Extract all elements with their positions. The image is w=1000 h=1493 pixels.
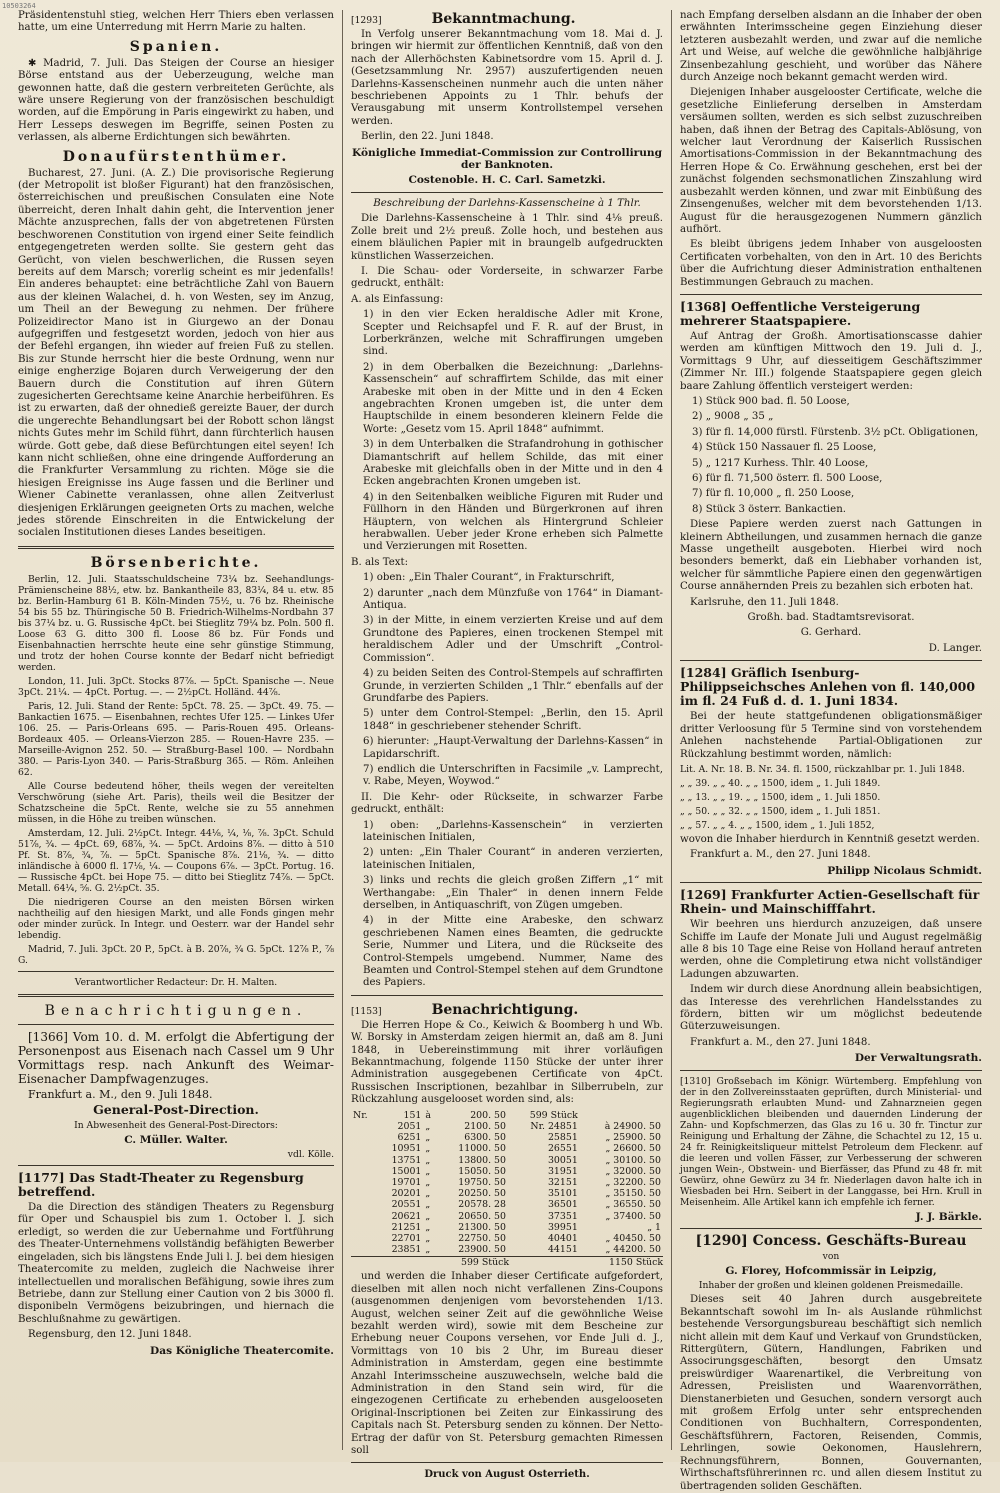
table-cell: „ 25900. 50 — [605, 1132, 661, 1144]
list-item: 5) unter dem Control-Stempel: „Berlin, den 15. April 1848“ in geschriebener stehender Schrift. — [363, 708, 663, 732]
list-item: 4) in den Seitenbalken weibliche Figuren mit Ruder und Füllhorn in den Händen und Bürgerkronen auf ihren Häuptern, von welchen als Hintergrund Schleier herabwallen. Ueber jeder Krone erheben sich Palmette und Verzierungen mit Rosetten. — [363, 491, 663, 553]
table-cell: 6251 — [397, 1132, 422, 1144]
list-item: 1) oben: „Darlehns-Kassenschein“ in verzierten lateinischen Initialen, — [363, 819, 663, 843]
table-cell: 11000. 50 — [458, 1143, 506, 1155]
table-cell — [351, 1199, 377, 1210]
lottery-table — [351, 1110, 663, 1256]
table-cell: Nr. — [353, 1109, 368, 1121]
table-cell: 44151 — [547, 1244, 578, 1256]
ad-1177-date: Regensburg, den 12. Juni 1848. — [28, 1329, 192, 1341]
divider — [18, 971, 334, 972]
ad-1368-text: Auf Antrag der Großh. Amortisationscasse dahier werden am künftigen Mittwoch den 19. Juli d. J., Vormittags 9 Uhr, auf diesseitigem Geschäftszimmer (Zimmer Nr. III.) folgende Staatspapiere gegen gleich baare Zahlung öffentlich versteigert werden: — [680, 330, 982, 392]
divider — [351, 1462, 663, 1463]
ad-1290-von: von — [822, 1251, 840, 1262]
ad-1153-title: Benachrichtigung. — [431, 1001, 579, 1018]
table-cell: „ 30100. 50 — [605, 1154, 661, 1166]
table-cell: 20578. 28 — [458, 1199, 506, 1211]
list-item: 4) zu beiden Seiten des Control-Stempels auf schraffirten Grunde, in verzierten Schilden „1 Thlr.“ ebenfalls auf der Grundfarbe des Papiers. — [363, 668, 663, 704]
divider — [680, 1070, 982, 1071]
table-cell: „ — [425, 1210, 431, 1222]
table-cell: 22750. 50 — [458, 1232, 506, 1244]
table-cell: „ 32000. 50 — [605, 1165, 661, 1177]
column-left — [10, 10, 343, 1450]
ad-1366-text: [1366] Vom 10. d. M. erfolgt die Abfertigung der Personenpost aus Eisenach nach Cassel um 9 Uhr Vormittags resp. nach Ankunft des Weimar-Eisenacher Dampfwagenzuges. — [18, 1029, 334, 1086]
table-cell: 13800. 50 — [458, 1154, 506, 1166]
table-cell: 25851 — [547, 1132, 578, 1144]
list-item: 2) darunter „nach dem Münzfuße von 1764“ in Diamant-Antiqua. — [363, 587, 663, 612]
divider — [680, 1228, 982, 1229]
table-cell: „ 40450. 50 — [605, 1232, 661, 1244]
table-cell: à 24900. 50 — [604, 1120, 661, 1132]
table-cell: 21300. 50 — [458, 1221, 506, 1233]
table-row — [351, 1233, 663, 1244]
boerse-london: London, 11. Juli. 3pCt. Stocks 87⅞. — 5pCt. Spanische —. Neue 3pCt. 21¼. — 4pCt. Portug. —. — 2½pCt. Holländ. 44⅞. — [18, 675, 334, 698]
divider — [351, 192, 663, 193]
ad-1368-signature-1: Großh. bad. Stadtamtsrevisorat. — [747, 612, 915, 624]
table-row — [351, 1155, 663, 1166]
ad-1293-date: Berlin, den 22. Juni 1848. — [361, 131, 494, 143]
table-row: „ „ 39. „ „ 40. „ „ 1500, idem „ 1. Juli 1849. — [680, 777, 881, 789]
ad-1293-signature: Königliche Immediat-Commission zur Controllirung der Banknoten. — [351, 146, 663, 172]
table-cell: „ 32200. 50 — [605, 1176, 661, 1188]
list-item: 2) in dem Oberbalken die Bezeichnung: „Darlehns-Kassenschein“ auf schraffirtem Schilde, das mit einer Arabeske mit oben in der Mitte und in den 4 Ecken angebrachten Kronen umgeben ist, die unter dem Hauptschilde in einem besonderen kleinern Felde die Worte: „Gesetz vom 15. April 1848“ aufnimmt. — [363, 361, 663, 435]
table-cell: „ 35150. 50 — [605, 1188, 661, 1200]
table-cell: 36501 — [547, 1199, 578, 1211]
table-cell: 19750. 50 — [458, 1176, 506, 1188]
list-item: 1) in den vier Ecken heraldische Adler mit Krone, Scepter und Reichsapfel und F. R. auf der Brust, in Lorberkränzen, welche mit Schraffirungen umgeben sind. — [363, 309, 663, 358]
table-cell: 23900. 50 — [458, 1244, 506, 1256]
table-cell — [351, 1155, 377, 1166]
table-cell: 23851 — [391, 1244, 422, 1256]
list-item: 5) „ 1217 Kurhess. Thlr. 40 Loose, — [692, 457, 869, 469]
table-row: „ „ 57. „ „ 4. „ „ 1500, idem „ 1. Juli 1852, — [680, 819, 875, 831]
columns — [10, 10, 990, 1492]
table-cell: 40401 — [547, 1232, 578, 1244]
imprint: Druck von August Osterrieth. — [424, 1469, 590, 1481]
table-cell: 200. 50 — [470, 1109, 506, 1121]
table-row — [351, 1121, 663, 1132]
boerse-madrid: Madrid, 7. Juli. 3pCt. 20 P., 5pCt. à B. 20⅞, ¾ G. 5pCt. 12⅞ P., ⅞ G. — [18, 943, 334, 966]
page-id: 10503264 — [2, 2, 36, 10]
divider — [18, 994, 334, 997]
ad-1366-subline: In Abwesenheit des General-Post-Directors: — [74, 1119, 278, 1131]
table-cell — [351, 1143, 377, 1154]
ad-1284-signature: Philipp Nicolaus Schmidt. — [827, 864, 982, 877]
ad-1293-number: [1293] — [351, 15, 382, 26]
intro-text: Präsidentenstuhl stieg, welchen Herr Thiers eben verlassen hatte, um eine Unterredung mit Herrn Marie zu halten. — [18, 10, 334, 34]
table-row — [351, 1143, 663, 1154]
list-item: 1) Stück 900 bad. fl. 50 Loose, — [692, 395, 850, 407]
list-item: 3) in dem Unterbalken die Strafandrohung in gothischer Diamantschrift auf hellem Schilde, das mit einer Arabeske mit gleichfalls oben in der Mitte und in den 4 Ecken angebrachten Kronen umgeben ist. — [363, 439, 663, 488]
ad-1290-title: [1290] Concess. Geschäfts-Bureau — [695, 1233, 967, 1249]
table-cell: 39951 — [547, 1221, 578, 1233]
spanien-article: ✱ Madrid, 7. Juli. Das Steigen der Course an hiesiger Börse entstand aus der Ueberzeugung, welche man gewonnen hatte, daß die gestern verbreiteten Gerüchte, als wäre unsere Regierung von der französischen beschuldigt worden, auf die Empörung in Paris eingewirkt zu haben, und Herr Lesseps deswegen im Begriffe, seinen Posten zu verlassen, als alberne Erdichtungen sich bewährten. — [18, 57, 334, 144]
table-cell — [351, 1188, 377, 1199]
ad-1368-title: [1368] Oeffentliche Versteigerung mehrerer Staatspapiere. — [680, 298, 921, 328]
ad-1368-signature-3: D. Langer. — [928, 642, 982, 654]
beschreibung-a-list — [351, 309, 663, 554]
ad-1284-title: [1284] Gräflich Isenburg-Philippseichsches Anlehen von fl. 140,000 im fl. 24 Fuß d. d. 1. Juni 1834. — [680, 665, 976, 709]
ad-1177-title: [1177] Das Stadt-Theater zu Regensburg betreffend. — [18, 1170, 304, 1200]
table-cell — [351, 1233, 377, 1244]
table-cell: à — [425, 1109, 431, 1121]
table-cell: 15050. 50 — [458, 1165, 506, 1177]
table-cell — [351, 1244, 377, 1255]
boerse-paris-note: Alle Course bedeutend höher, theils wegen der vereitelten Verschwörung (siehe Art. Paris), theils weil die Besitzer der Schatzscheine die 5pCt. Rente, welche sie zu 55 annehmen müssen, in die Höhe zu treiben wünschen. — [18, 780, 334, 825]
table-cell: Nr. 24851 — [530, 1120, 578, 1132]
table-cell — [351, 1211, 377, 1222]
table-row — [351, 1188, 663, 1199]
table-cell — [351, 1166, 377, 1177]
table-row — [351, 1211, 663, 1222]
ad-1368-text-2: Diese Papiere werden zuerst nach Gattungen in kleinern Abtheilungen, und zusammen hernach die ganze Masse ungetheilt ausgeboten. Hierbei wird noch besonders bemerkt, daß ein Liebhaber vorhanden ist, welcher für sämmtliche Papiere einen den gegenwärtigen Course annähernden Preis zu bezahlen sich erboten hat. — [680, 519, 982, 593]
ad-1290-subline: Inhaber der großen und kleinen goldenen Preismedaille. — [698, 1280, 964, 1292]
beschreibung-b-list — [351, 572, 663, 789]
ad-1368-list — [680, 396, 982, 516]
table-cell: „ — [425, 1244, 431, 1256]
divider — [680, 660, 982, 661]
table-cell — [351, 1177, 377, 1188]
table-row — [351, 1132, 663, 1143]
list-item: 6) für fl. 71,500 österr. fl. 500 Loose, — [692, 473, 883, 484]
ad-1310-text: [1310] Großsebach im Königr. Würtemberg. Empfehlung von der in den Zollvereinsstaaten geprüften, durch Ministerial- und Regierungsrath erlaubten Mund- und Zahnarzneien gegen augenblicklichen bleibenden und dauernden Linderung der Zahn- und Kopfschmerzen, das Glas zu 16 u. 30 fr. Tinctur zur Reinigung und Erhaltung der Zähne, die Schachtel zu 12, 15 u. 24 fr. Reinigkeitsliqueur mittelst Petroleum dem Fleckenr. auf die leeren und vollen Fässer, zur Verbesserung der schweren jungen Wein-, Obstwein- und Bierfässer, das Pfund zu 48 fr. mit Gewürz, ohne Gewürz zu 34 fr. Niederlagen davon halte ich in Wiesbaden bei Hrn. Seibert in der Langgasse, bei Hrn. Krull in Meisenheim. Alle Artikel kann ich empfehle ich ferner. — [680, 1075, 982, 1208]
table-row: Lit. A. Nr. 18. B. Nr. 34. fl. 1500, rückzahlbar pr. 1. Juli 1848. — [680, 763, 965, 775]
list-item: 2) unten: „Ein Thaler Courant“ in anderen verzierten, lateinischen Initialen, — [363, 847, 663, 871]
ad-1284-rows — [680, 764, 982, 831]
ad-1284-text-2: wovon die Inhaber hierdurch in Kenntniß gesetzt werden. — [680, 833, 980, 845]
table-cell: 20250. 50 — [458, 1188, 506, 1200]
beschreibung-intro: Die Darlehns-Kassenscheine à 1 Thlr. sind 4⅛ preuß. Zolle breit und 2½ preuß. Zolle hoch, und bestehen aus einem bläulichen Papier mit in braungelb aufgedruckten künstlichen Wasserzeichen. — [351, 213, 663, 262]
table-cell: „ 1 — [647, 1221, 661, 1233]
table-cell: 15001 — [391, 1165, 422, 1177]
table-cell: „ 26600. 50 — [605, 1143, 661, 1155]
ad-1366-signature: General-Post-Direction. — [93, 1102, 259, 1118]
table-cell: 151 — [403, 1109, 422, 1121]
table-cell: 13751 — [391, 1154, 422, 1166]
table-row — [351, 1244, 663, 1255]
table-cell: 30051 — [547, 1154, 578, 1166]
ad-1177-signature: Das Königliche Theatercomite. — [150, 1344, 334, 1357]
ad-1269-text-2: Indem wir durch diese Anordnung allein beabsichtigen, das Interesse des verehrlichen Handelsstandes zu fördern, bitten wir um möglichst bedeutende Güterzuweisungen. — [680, 984, 982, 1033]
list-item: 4) in der Mitte eine Arabeske, den schwarz geschriebenen Namen eines Beamten, die gedruckte Serie, Nummer und Litera, und die Rückseite des Control-Stempels umgebend. Nummer, Name des Beamten und Control-Stempel stehen auf dem Grundtone des Papiers. — [363, 915, 663, 989]
section-title-donau: Donaufürstenthümer. — [62, 148, 290, 165]
divider — [680, 882, 982, 883]
table-cell: 20650. 50 — [458, 1210, 506, 1222]
table-row — [351, 1199, 663, 1210]
table-cell: „ — [425, 1199, 431, 1211]
ad-1153-text-2: und werden die Inhaber dieser Certificate aufgefordert, dieselben mit allen noch nicht verfallenen Zins-Coupons (ausgenommen denjenigen vom bevorstehenden 1/13. August, welchen seiner Zeit auf die gewöhnliche Weise bezahlt werden wird), sowie mit dem Bescheine zur Erhebung neuer Coupons versehen, vor Ende Juli d. J., Vormittags von 10 bis 2 Uhr, im Bureau dieser Administration in Amsterdam, gegen eine bestimmte Anzahl Interimsscheine auszuwechseln, welche bald die Administration in den Stand sein wird, für die eingezogenen Certificate zu erhebenden ausgelooseten Original-Inscriptionen bei Zeiten zur Einkassirung des Capitals nach St. Petersburg senden zu können. Der Netto-Ertrag der dafür von St. Petersburg gemachten Rimessen soll — [351, 1271, 663, 1457]
table-cell: 2100. 50 — [464, 1120, 506, 1132]
boerse-amsterdam-note: Die niedrigeren Course an den meisten Börsen wirken nachtheilig auf den hiesigen Markt, und alle Fonds gingen mehr oder minder zurück. In Integr. und Oesterr. war der Handel sehr lebendig. — [18, 896, 334, 941]
beschreibung-part-b: B. als Text: — [351, 556, 409, 568]
ad-1366-date: Frankfurt a. M., den 9. Juli 1848. — [28, 1087, 213, 1101]
table-cell: „ — [425, 1154, 431, 1166]
continued-text-1: nach Empfang derselben alsdann an die Inhaber der oben erwähnten Interimsscheine gegen Einziehung dieser letzteren ausbezahlt werden, und zwar auf die nemliche Art und Weise, auf welche die gewöhnliche halbjährige Zinsenbezahlung geschieht, und worüber das Nähere durch Anzeige noch bekannt gemacht werden wird. — [680, 10, 982, 84]
list-item: 3) in der Mitte, in einem verzierten Kreise und auf dem Grundtone des Papieres, einen trockenen Stempel mit heraldischem Adler und der Umschrift „Control-Commission“. — [363, 615, 663, 664]
continued-text-2: Diejenigen Inhaber ausgelooster Certificate, welche die gesetzliche Einlieferung derselben in Amsterdam versäumen sollten, werden es sich selbst zuzuschreiben haben, daß ihnen der Betrag des Capitals-Ablösung, von welcher laut Verordnung der Kaiserlich Russischen Amortisations-Commission in der Bekanntmachung des Herren Hope & Co. Erwähnung geschehen, erst bei der zunächst folgenden sechsmonatlichen Zinszahlung wird ausbezahlt werden können, und zwar mit Einbüßung des Zinsengenußes, welcher mit dem bevorstehenden 1/13. August für die herausgezogenen Nummern gänzlich aufhört. — [680, 87, 982, 235]
table-cell: 20621 — [391, 1210, 422, 1222]
ad-1153-text: Die Herren Hope & Co., Keiwich & Boomberg h und Wb. W. Borsky in Amsterdam zeigen hiermit an, daß am 8. Juni 1848, in Uebereinstimmung mit ihrer vorläufigen Bekanntmachung, folgende 1150 Stücke der unter ihrer Administration ausgegebenen Certificate von 4pCt. Russischen Inscriptionen, bezahlbar in Silberrubeln, zur Rückzahlung ausgelooset worden sind, als: — [351, 1019, 663, 1106]
ad-1269-text: Wir beehren uns hierdurch anzuzeigen, daß unsere Schiffe im Laufe der Monate Juli und August regelmäßig alle 8 bis 10 Tage eine Reise von Holland herauf antreten werden, ohne die Completirung etwa nicht vollständiger Ladungen abzuwarten. — [680, 919, 982, 980]
table-cell: 21251 — [391, 1221, 422, 1233]
table-cell: 2051 — [397, 1120, 422, 1132]
table-cell: „ — [425, 1221, 431, 1233]
section-title-benachrichtigungen: Benachrichtigungen. — [44, 1002, 308, 1019]
table-cell: 10951 — [391, 1143, 422, 1155]
ad-1290-name: G. Florey, Hofcommissär in Leipzig, — [725, 1265, 937, 1277]
table-cell: „ — [425, 1188, 431, 1200]
table-cell: „ — [425, 1165, 431, 1177]
list-item: 7) für fl. 10,000 „ fl. 250 Loose, — [692, 488, 855, 500]
table-cell: 19701 — [391, 1176, 422, 1188]
divider — [680, 294, 982, 295]
table-cell: „ — [425, 1176, 431, 1188]
divider — [18, 1165, 334, 1166]
ad-1310-signature: J. J. Bärkle. — [915, 1210, 982, 1223]
ad-1284-text: Bei der heute stattgefundenen obligationsmäßiger dritter Verloosung für 5 Termine sind von vorstehendem Anlehen nachstehende Partial-Obligationen zur Rückzahlung bestimmt worden, nämlich: — [680, 711, 982, 760]
ad-1366-vdl: vdl. Kölle. — [287, 1149, 334, 1161]
ad-1293-text: In Verfolg unserer Bekanntmachung vom 18. Mai d. J. bringen wir hiermit zur öffentlichen Kenntniß, daß von den nach der Allerhöchsten Kabinetsordre vom 15. April d. J. (Gesetzsammlung Nr. 2957) auszufertigenden neuen Darlehns-Kassenscheinen nunmehr auch die unten näher beschriebenen Appoints zu 1 Thlr. behufs der Verausgabung mit unserm Kontrollstempel versehen werden. — [351, 29, 663, 127]
section-title-boerse: Börsenberichte. — [90, 554, 262, 571]
beschreibung-ii-list — [351, 820, 663, 990]
table-cell: „ 44200. 50 — [605, 1244, 661, 1256]
table-cell: 35101 — [547, 1188, 578, 1200]
table-cell: „ — [425, 1132, 431, 1144]
ad-1177-text: Da die Direction des ständigen Theaters zu Regensburg für Oper und Schauspiel bis zum 1. October l. J. sich erledigt, so werden die zur Uebernahme und Fortführung des Theater-Unternehmens vollständig befähigten Bewerber eingeladen, sich bis längstens Ende Juli l. J. bei dem hiesigen Theatercomite zu melden, zugleich die Nachweise ihrer intellectuellen und moralischen Befähigung, sowie ihres zum Betriebe, dann zur Stellung einer Caution von 2 bis 3000 fl. disponibeln Vermögens beizubringen, und hiernach die Beschlußnahme zu gewärtigen. — [18, 1202, 334, 1325]
beschreibung-part-2: II. Die Kehr- oder Rückseite, in schwarzer Farbe gedruckt, enthält: — [351, 791, 663, 816]
table-cell — [580, 1110, 663, 1121]
table-foot-right: 1150 Stück — [609, 1257, 663, 1269]
table-cell: 20551 — [391, 1199, 422, 1211]
boerse-berlin: Berlin, 12. Juli. Staatsschuldscheine 73¼ bz. Seehandlungs-Prämienscheine 88½, etw. bz. Bankantheile 83, 83¼, 84 u. etw. 85 bz. Berlin-Hamburg 61 B. Köln-Minden 75½, u. 76 bz. Rheinische 54 bis 55 bz. Thüringische 50 B. Friedrich-Wilhelms-Nordbahn 37 bis 37¼ bz. u. G. Russische 4pCt. bei Stieglitz 79¼ bz. Poln. 500 fl. Loose 63 G. ditto 300 fl. Loose 86 bz. Für Fonds und Eisenbahnactien herrschte heute eine sehr günstige Stimmung, und trotz der hohen Course konnte der Bedarf nicht befriedigt werden. — [18, 573, 334, 673]
column-right — [672, 10, 990, 1492]
table-cell: „ — [425, 1143, 431, 1155]
ad-1368-signature-2: G. Gerhard. — [800, 627, 862, 639]
column-middle — [343, 10, 672, 1481]
table-cell: 31951 — [547, 1165, 578, 1177]
continued-text-3: Es bleibt übrigens jedem Inhaber von ausgeloosten Certificaten vorbehalten, von den in Art. 10 des Berichts über die Aufrichtung dieser Administration enthaltenen Bestimmungen Gebrauch zu machen. — [680, 239, 982, 288]
table-row — [351, 1177, 663, 1188]
boerse-amsterdam: Amsterdam, 12. Juli. 2½pCt. Integr. 44⅛, ¼, ⅛, ⅞. 3pCt. Schuld 51⅞, ¾. — 4pCt. 69, 68⅞, ¾. — 5pCt. Ardoins 8⅞. — ditto à 510 Pf. St. 8⅞, ¾, ⅞. — 5pCt. Spanische 8⅞. 21⅛, ¾. — ditto inländische à 6000 fl. 17⅛, ¼. — Coupons 6⅞. — 3pCt. Portug. 16. — Russische 4pCt. bei Hope 75. — ditto bei Stieglitz 74⅞. — 5pCt. Metall. 64¼, ⅝. G. 2½pCt. 35. — [18, 827, 334, 894]
ad-1368-date: Karlsruhe, den 11. Juli 1848. — [690, 596, 839, 608]
ad-1153-number: [1153] — [351, 1005, 382, 1017]
table-cell — [351, 1222, 377, 1233]
table-cell: „ — [425, 1232, 431, 1244]
table-cell: 20201 — [391, 1188, 422, 1200]
table-row — [351, 1222, 663, 1233]
table-row: „ „ 13. „ „ 19. „ „ 1500, idem „ 1. Juli 1850. — [680, 791, 881, 803]
list-item: 1) oben: „Ein Thaler Courant“, in Frakturschrift, — [363, 572, 615, 584]
list-item: 4) Stück 150 Nassauer fl. 25 Loose, — [692, 442, 877, 454]
table-cell: 599 Stück — [529, 1109, 578, 1121]
divider — [18, 1024, 334, 1025]
table-cell: 37351 — [547, 1210, 578, 1222]
list-item: 2) „ 9008 „ 35 „ — [692, 411, 774, 423]
divider — [18, 546, 334, 549]
table-cell: 6300. 50 — [464, 1132, 506, 1144]
ad-1293-names: Costenoble. H. C. Carl. Sametzki. — [408, 174, 606, 187]
table-cell — [351, 1121, 377, 1132]
beschreibung-part-a: A. als Einfassung: — [351, 293, 444, 305]
ad-1269-signature: Der Verwaltungsrath. — [854, 1052, 982, 1065]
table-cell: 32151 — [547, 1176, 578, 1188]
table-cell: „ — [425, 1120, 431, 1132]
beschreibung-title: Beschreibung der Darlehns-Kassenscheine à 1 Thlr. — [373, 197, 641, 209]
list-item: 7) endlich die Unterschriften in Facsimile „v. Lamprecht, v. Rabe, Meyen, Woywod.“ — [363, 763, 663, 788]
table-cell: 22701 — [391, 1232, 422, 1244]
list-item: 3) links und rechts die gleich großen Ziffern „1“ mit Werthangabe: „Ein Thaler“ in denen innern Felde derselben, in Antiquaschrift, von Zügen umgeben. — [363, 875, 663, 911]
ad-1293-title: Bekanntmachung. — [431, 11, 576, 27]
table-cell: „ 37400. 50 — [605, 1210, 661, 1222]
donau-article: Bucharest, 27. Juni. (A. Z.) Die provisorische Regierung (der Metropolit ist bloßer Figurant) hat den französischen, österreichischen und preußischen Consulaten eine Note überreicht, deren Inhalt dahin geht, die Intervention jener Mächte anzusprechen, falls der von abgetretenen Fürsten beschworenen Constitution von irgend einer Seite feindlich entgegengetreten werden sollte. Sie gestern geht das Gerücht, von vielen beschwerlichen, die Russen seyen bereits auf dem Marsch; vorerlig scheint es mir jedenfalls! Ein anderes behauptet: eine beträchtliche Zahl von Bauern aus der kleinen Walachei, d. h. von Westen, sey im Anzug, um Theil an der Bewegung zu nehmen. Der frühere Polizeidirector Mano ist in Giurgewo an der Donau aufgegriffen und festgesetzt worden, jedoch von hier aus der Befehl ergangen, ihn wieder auf freien Fuß zu stellen. Bis zur Stunde herrscht hier die beste Ordnung, wenn nur einige engherzige Bojaren durch Verweigerung der den Bauern durch die Constitution auf ihren Gütern zugesicherten Gerechtsame keine Anarchie herbeiführen. Es ist zu erwarten, daß der ohnedieß gereizte Bauer, der durch die ungerechte Behandlungsart bei der Robott schon längst nichts Gutes mehr im Schild führt, dann fürchterlich hausen würde. Gott gebe, daß diese Befürchtungen eitel seyen! Ich kann nicht schließen, ohne eine dringende Aufforderung an die Frankfurter Versammlung zu richten. Möge sie die hiesigen Ereignisse ins Auge fassen und die Berliner und Wiener Cabinette veranlassen, ohne allen Zeitverlust diesjenigen Erklärungen geeigneten Orts zu machen, welche jedes störende Einschreiten in die Entwickelung der socialen Institutionen dieses Landes beseitigen. — [18, 167, 334, 539]
list-item: 6) hierunter: „Haupt-Verwaltung der Darlehns-Kassen“ in Lapidarschrift. — [363, 736, 663, 760]
table-row — [351, 1110, 663, 1121]
table-cell — [351, 1132, 377, 1143]
table-row — [351, 1166, 663, 1177]
redakteur-line: Verantwortlicher Redacteur: Dr. H. Malten. — [74, 976, 278, 988]
table-cell: 26551 — [547, 1143, 578, 1155]
list-item: 8) Stück 3 österr. Bankactien. — [692, 503, 846, 515]
boerse-paris: Paris, 12. Juli. Stand der Rente: 5pCt. 78. 25. — 3pCt. 49. 75. — Bankactien 1675. — Eisenbahnen, rechtes Ufer 125. — Linkes Ufer 106. 25. — Paris-Orleans 695. — Paris-Rouen 495. Orleans-Bordeaux 405. — Orleans-Vierzon 285. — Rouen-Havre 235. — Marseille-Avignon 252. 50. — Straßburg-Basel 100. — Nordbahn 380. — Paris-Lyon 340. — Paris-Straßburg 365. — Röm. Anleihen 62. — [18, 700, 334, 778]
section-title-spanien: Spanien. — [129, 38, 223, 55]
table-foot-left: 599 Stück — [461, 1257, 510, 1269]
beschreibung-part-1: I. Die Schau- oder Vorderseite, in schwarzer Farbe gedruckt, enthält: — [351, 265, 663, 290]
list-item: 3) für fl. 14,000 fürstl. Fürstenb. 3½ pCt. Obligationen, — [692, 426, 979, 438]
ad-1284-date: Frankfurt a. M., den 27. Juni 1848. — [690, 849, 871, 861]
table-row: „ „ 50. „ „ 32. „ „ 1500, idem „ 1. Juli 1851. — [680, 805, 881, 817]
ad-1366-names: C. Müller. Walter. — [124, 1133, 228, 1146]
divider — [351, 995, 663, 996]
ad-1290-text: Dieses seit 40 Jahren durch ausgebreitete Bekanntschaft sowohl im In- als Auslande rühmlichst bestehende Versorgungsbureau beschäftigt sich nemlich nicht allein mit dem Kauf und Verkauf von Grundstücken, Rittergütern, Gütern, Handlungen, Fabriken und Associrungsgeschäften, besorgt den Umsatz preiswürdiger Waarenartikel, die Verbreitung von Adressen, Preislisten und Waarenvorräthen, Dienstanerbieten und Gesuchen, sondern versorgt auch mit großem Erfolg unter sehr entsprechenden Conditionen von Buchhaltern, Correspondenten, Geschäftsführern, Factoren, Reisenden, Commis, Lehrlingen, sowie Oekonomen, Hauslehrern, Rechnungsführern, Bonnen, Gouvernanten, Wirthschaftsführerinnen rc. und allen diesem Institut zu übertragenden soliden Geschäften. — [680, 1294, 982, 1492]
table-cell: „ 36550. 50 — [605, 1199, 661, 1211]
ad-1269-title: [1269] Frankfurter Actien-Gesellschaft für Rhein- und Mainschifffahrt. — [680, 887, 980, 917]
ad-1269-date: Frankfurt a. M., den 27. Juni 1848. — [690, 1036, 871, 1048]
